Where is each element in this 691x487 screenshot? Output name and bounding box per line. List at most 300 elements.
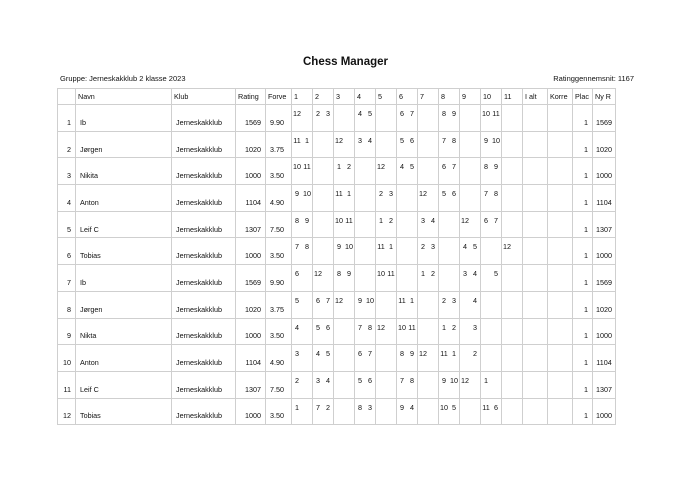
total-score [523, 185, 548, 212]
column-header: 2 [313, 89, 334, 105]
correction [548, 291, 573, 318]
round-cell [334, 105, 355, 132]
round-cell [313, 158, 334, 185]
black-opponent [344, 292, 354, 305]
white-opponent [313, 238, 323, 242]
correction [548, 371, 573, 398]
round-cell [502, 211, 523, 238]
round-cell [355, 318, 376, 345]
round-cell [355, 291, 376, 318]
black-opponent [365, 265, 375, 269]
new-rating: 1000 [593, 318, 616, 345]
white-opponent [313, 132, 323, 136]
round-cell [376, 318, 397, 345]
white-opponent: 11 [293, 135, 301, 145]
round-cell [376, 345, 397, 372]
placement: 1 [573, 371, 593, 398]
round-cell [397, 211, 418, 238]
white-opponent: 12 [377, 322, 385, 332]
round-cell [397, 318, 418, 345]
new-rating: 1569 [593, 105, 616, 132]
table-row [58, 131, 616, 158]
player-name: Jørgen [76, 291, 172, 318]
black-opponent: 10 [450, 375, 458, 385]
round-cell [292, 345, 313, 372]
black-opponent: 3 [452, 295, 456, 305]
column-header: 8 [439, 89, 460, 105]
black-opponent: 7 [368, 349, 372, 359]
white-opponent: 5 [316, 322, 320, 332]
round-cell [418, 265, 439, 292]
black-opponent [365, 238, 375, 242]
round-cell [481, 185, 502, 212]
white-opponent: 3 [358, 135, 362, 145]
round-cell [418, 398, 439, 425]
round-cell [439, 105, 460, 132]
player-name: Anton [76, 345, 172, 372]
black-opponent [302, 399, 312, 412]
column-header: 9 [460, 89, 481, 105]
round-cell [481, 158, 502, 185]
black-opponent: 8 [494, 189, 498, 199]
white-opponent: 6 [358, 349, 362, 359]
white-opponent: 2 [295, 375, 299, 385]
player-rating: 1000 [236, 158, 266, 185]
new-rating: 1307 [593, 371, 616, 398]
placement: 1 [573, 131, 593, 158]
white-opponent: 5 [442, 189, 446, 199]
white-opponent: 8 [484, 162, 488, 172]
player-name: Tobias [76, 238, 172, 265]
round-cell [376, 211, 397, 238]
column-header: Forve [266, 89, 292, 105]
placement: 1 [573, 291, 593, 318]
black-opponent: 6 [494, 402, 498, 412]
white-opponent [481, 292, 491, 296]
round-cell [292, 371, 313, 398]
black-opponent [470, 399, 480, 403]
black-opponent: 4 [473, 295, 477, 305]
column-header: 11 [502, 89, 523, 105]
white-opponent [397, 238, 407, 242]
player-rating: 1569 [236, 265, 266, 292]
white-opponent: 2 [316, 109, 320, 118]
white-opponent [460, 185, 470, 189]
round-cell [313, 291, 334, 318]
white-opponent [376, 105, 386, 109]
white-opponent [502, 345, 512, 349]
round-cell [439, 211, 460, 238]
black-opponent: 10 [303, 189, 311, 199]
black-opponent: 11 [303, 162, 311, 172]
black-opponent: 8 [368, 322, 372, 332]
black-opponent [344, 132, 354, 145]
white-opponent: 7 [442, 135, 446, 145]
white-opponent: 11 [335, 189, 343, 199]
white-opponent: 3 [421, 215, 425, 225]
white-opponent [418, 372, 428, 376]
black-opponent [323, 238, 333, 242]
white-opponent: 12 [335, 135, 343, 145]
black-opponent: 2 [431, 269, 435, 279]
black-opponent: 4 [410, 402, 414, 412]
round-cell [313, 345, 334, 372]
black-opponent [512, 372, 522, 376]
round-cell [334, 318, 355, 345]
white-opponent: 12 [503, 242, 511, 252]
rating-average: Ratinggennemsnit: 1167 [553, 74, 634, 83]
white-opponent: 10 [293, 162, 301, 172]
round-cell [460, 185, 481, 212]
round-cell [502, 265, 523, 292]
placement: 1 [573, 238, 593, 265]
white-opponent: 5 [295, 295, 299, 305]
black-opponent: 2 [326, 402, 330, 412]
black-opponent: 3 [389, 189, 393, 199]
round-cell [292, 185, 313, 212]
white-opponent [334, 372, 344, 376]
black-opponent [302, 372, 312, 385]
round-cell [376, 398, 397, 425]
black-opponent [302, 105, 312, 118]
round-cell [481, 345, 502, 372]
round-cell [439, 131, 460, 158]
black-opponent [428, 372, 438, 376]
round-cell [355, 211, 376, 238]
white-opponent [334, 345, 344, 349]
round-cell [292, 211, 313, 238]
white-opponent: 7 [358, 322, 362, 332]
round-cell [376, 131, 397, 158]
round-cell [313, 398, 334, 425]
player-number: 7 [58, 265, 76, 292]
round-cell [334, 185, 355, 212]
black-opponent [344, 105, 354, 109]
player-number: 6 [58, 238, 76, 265]
black-opponent: 1 [305, 135, 309, 145]
black-opponent: 9 [347, 269, 351, 279]
white-opponent [502, 158, 512, 162]
white-opponent [460, 292, 470, 305]
black-opponent: 11 [387, 269, 395, 279]
black-opponent: 5 [452, 402, 456, 412]
player-name: Nikta [76, 318, 172, 345]
placement: 1 [573, 105, 593, 132]
black-opponent [491, 345, 501, 349]
round-cell [355, 345, 376, 372]
white-opponent: 9 [295, 189, 299, 199]
round-cell [397, 398, 418, 425]
black-opponent [512, 345, 522, 349]
player-rating: 1307 [236, 211, 266, 238]
black-opponent [386, 319, 396, 332]
player-club: Jerneskakklub [172, 398, 236, 425]
expected-score: 4.90 [266, 185, 292, 212]
player-club: Jerneskakklub [172, 318, 236, 345]
white-opponent: 9 [400, 402, 404, 412]
player-club: Jerneskakklub [172, 238, 236, 265]
white-opponent: 7 [484, 189, 488, 199]
round-cell [313, 185, 334, 212]
black-opponent [365, 158, 375, 162]
black-opponent: 9 [410, 349, 414, 359]
black-opponent [470, 105, 480, 109]
placement: 1 [573, 345, 593, 372]
black-opponent [386, 158, 396, 171]
black-opponent [512, 292, 522, 296]
black-opponent [323, 158, 333, 162]
new-rating: 1307 [593, 211, 616, 238]
expected-score: 3.50 [266, 158, 292, 185]
column-header: Navn [76, 89, 172, 105]
expected-score: 3.50 [266, 398, 292, 425]
black-opponent: 10 [366, 295, 374, 305]
black-opponent [470, 185, 480, 189]
round-cell [292, 265, 313, 292]
round-cell [418, 238, 439, 265]
round-cell [292, 158, 313, 185]
table-row [58, 345, 616, 372]
white-opponent [502, 399, 512, 403]
round-cell [334, 265, 355, 292]
white-opponent: 4 [316, 349, 320, 359]
white-opponent: 11 [398, 295, 406, 305]
black-opponent: 1 [410, 295, 414, 305]
black-opponent: 7 [452, 162, 456, 172]
page-title: Chess Manager [302, 56, 388, 68]
black-opponent [512, 319, 522, 323]
expected-score: 7.50 [266, 371, 292, 398]
black-opponent [323, 212, 333, 216]
white-opponent: 10 [335, 215, 343, 225]
round-cell [502, 158, 523, 185]
round-cell [502, 318, 523, 345]
black-opponent: 7 [494, 215, 498, 225]
round-cell [481, 211, 502, 238]
white-opponent: 7 [400, 375, 404, 385]
white-opponent [355, 238, 365, 242]
white-opponent [502, 132, 512, 136]
column-header [58, 89, 76, 105]
black-opponent [428, 319, 438, 323]
player-number: 12 [58, 398, 76, 425]
white-opponent: 4 [463, 242, 467, 252]
total-score [523, 238, 548, 265]
table-row [58, 371, 616, 398]
player-name: Leif C [76, 371, 172, 398]
white-opponent [439, 238, 449, 242]
player-number: 4 [58, 185, 76, 212]
white-opponent: 2 [379, 189, 383, 199]
new-rating: 1104 [593, 345, 616, 372]
round-cell [418, 371, 439, 398]
black-opponent [302, 265, 312, 278]
white-opponent [502, 292, 512, 296]
white-opponent [313, 158, 323, 162]
white-opponent: 2 [421, 242, 425, 252]
round-cell [292, 131, 313, 158]
header-row [58, 89, 616, 105]
round-cell [418, 105, 439, 132]
player-rating: 1000 [236, 398, 266, 425]
new-rating: 1020 [593, 131, 616, 158]
player-club: Jerneskakklub [172, 371, 236, 398]
round-cell [292, 318, 313, 345]
round-cell [439, 318, 460, 345]
player-rating: 1104 [236, 345, 266, 372]
round-cell [502, 371, 523, 398]
white-opponent [481, 238, 491, 242]
player-rating: 1307 [236, 371, 266, 398]
player-name: Anton [76, 185, 172, 212]
placement: 1 [573, 211, 593, 238]
round-cell [313, 105, 334, 132]
round-cell [397, 131, 418, 158]
correction [548, 345, 573, 372]
table-row [58, 291, 616, 318]
round-cell [439, 371, 460, 398]
white-opponent: 6 [316, 295, 320, 305]
player-club: Jerneskakklub [172, 211, 236, 238]
black-opponent [344, 345, 354, 349]
black-opponent [386, 372, 396, 376]
new-rating: 1000 [593, 398, 616, 425]
black-opponent [512, 105, 522, 109]
black-opponent [407, 238, 417, 242]
round-cell [481, 238, 502, 265]
black-opponent [407, 185, 417, 189]
expected-score: 9.90 [266, 105, 292, 132]
black-opponent [449, 265, 459, 269]
black-opponent [449, 238, 459, 242]
correction [548, 238, 573, 265]
round-cell [355, 398, 376, 425]
round-cell [334, 238, 355, 265]
round-cell [397, 158, 418, 185]
white-opponent: 1 [337, 162, 341, 172]
column-header: Klub [172, 89, 236, 105]
black-opponent: 6 [410, 135, 414, 145]
black-opponent: 5 [494, 269, 498, 279]
black-opponent [344, 372, 354, 376]
round-cell [481, 131, 502, 158]
round-cell [355, 371, 376, 398]
correction [548, 398, 573, 425]
round-cell [313, 371, 334, 398]
black-opponent [512, 185, 522, 189]
black-opponent [323, 185, 333, 189]
column-header: Plac [573, 89, 593, 105]
black-opponent [428, 132, 438, 136]
player-number: 3 [58, 158, 76, 185]
white-opponent: 8 [337, 269, 341, 279]
round-cell [439, 398, 460, 425]
round-cell [460, 238, 481, 265]
black-opponent [470, 372, 480, 385]
white-opponent: 10 [377, 269, 385, 279]
black-opponent: 6 [368, 375, 372, 385]
total-score [523, 345, 548, 372]
round-cell [460, 318, 481, 345]
round-cell [292, 105, 313, 132]
total-score [523, 131, 548, 158]
white-opponent [334, 399, 344, 403]
white-opponent: 1 [379, 215, 383, 225]
player-name: Nikita [76, 158, 172, 185]
round-cell [397, 265, 418, 292]
black-opponent: 2 [347, 162, 351, 172]
player-club: Jerneskakklub [172, 291, 236, 318]
black-opponent: 5 [326, 349, 330, 359]
round-cell [418, 158, 439, 185]
round-cell [397, 185, 418, 212]
round-cell [334, 211, 355, 238]
placement: 1 [573, 318, 593, 345]
table-row [58, 211, 616, 238]
round-cell [397, 291, 418, 318]
white-opponent [439, 265, 449, 269]
round-cell [313, 211, 334, 238]
round-cell [439, 238, 460, 265]
white-opponent [481, 345, 491, 349]
player-club: Jerneskakklub [172, 131, 236, 158]
black-opponent: 9 [452, 109, 456, 118]
player-number: 5 [58, 211, 76, 238]
white-opponent: 12 [335, 295, 343, 305]
black-opponent [302, 292, 312, 305]
white-opponent: 2 [442, 295, 446, 305]
white-opponent: 6 [295, 269, 299, 279]
white-opponent: 12 [461, 215, 469, 225]
black-opponent: 6 [326, 322, 330, 332]
table-row [58, 318, 616, 345]
white-opponent: 10 [440, 402, 448, 412]
white-opponent [502, 212, 512, 216]
white-opponent: 7 [295, 242, 299, 252]
round-cell [502, 131, 523, 158]
total-score [523, 265, 548, 292]
white-opponent: 8 [400, 349, 404, 359]
round-cell [439, 185, 460, 212]
black-opponent: 2 [473, 349, 477, 359]
player-rating: 1104 [236, 185, 266, 212]
column-header: 5 [376, 89, 397, 105]
round-cell [334, 371, 355, 398]
white-opponent [355, 212, 365, 216]
round-cell [376, 105, 397, 132]
round-cell [376, 238, 397, 265]
total-score [523, 398, 548, 425]
new-rating: 1020 [593, 291, 616, 318]
table-row [58, 105, 616, 132]
new-rating: 1000 [593, 158, 616, 185]
black-opponent [386, 105, 396, 109]
black-opponent: 2 [452, 322, 456, 332]
expected-score: 4.90 [266, 345, 292, 372]
black-opponent [386, 345, 396, 349]
round-cell [439, 158, 460, 185]
round-cell [376, 158, 397, 185]
black-opponent: 1 [389, 242, 393, 252]
white-opponent [376, 132, 386, 136]
round-cell [292, 238, 313, 265]
white-opponent: 6 [400, 109, 404, 118]
player-club: Jerneskakklub [172, 158, 236, 185]
black-opponent [386, 132, 396, 136]
round-cell [376, 371, 397, 398]
round-cell [418, 185, 439, 212]
black-opponent [512, 399, 522, 403]
